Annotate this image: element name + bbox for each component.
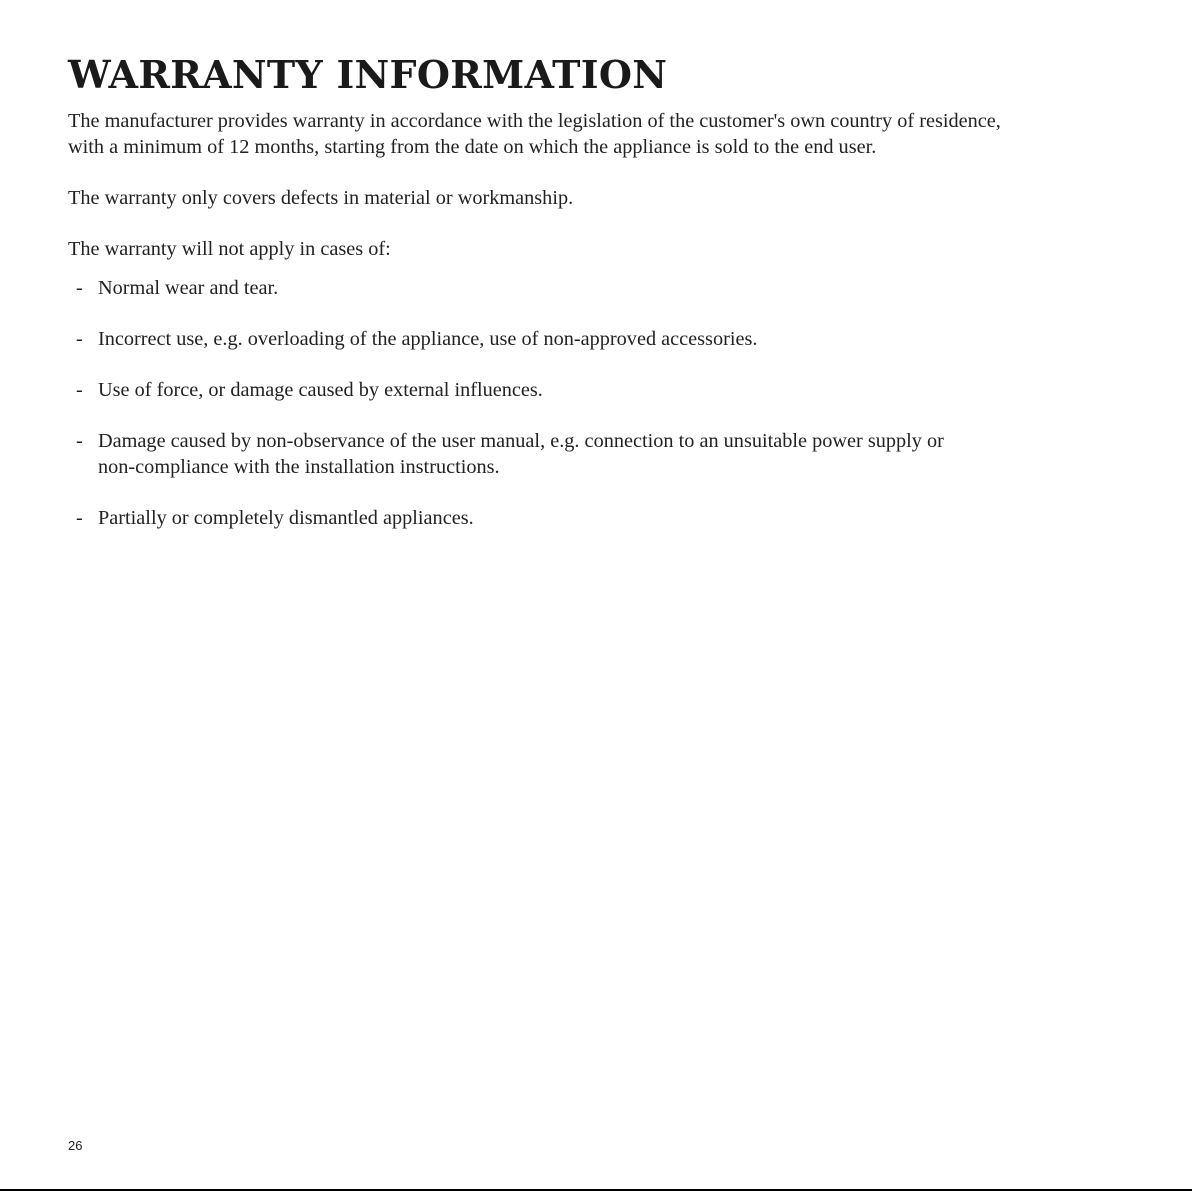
bullet-dash: -: [76, 507, 83, 529]
bullet-dash: -: [76, 328, 83, 350]
list-item: [76, 428, 944, 480]
paragraph-line: with a minimum of 12 months, starting from the date on which the appliance is sold to the end user.: [68, 136, 877, 158]
list-item: [76, 326, 757, 352]
list-item-text: Partially or completely dismantled appliances.: [98, 507, 474, 529]
paragraph-line: The warranty will not apply in cases of:: [68, 238, 391, 260]
bullet-dash: -: [76, 277, 83, 299]
warranty-coverage-paragraph: [68, 185, 573, 211]
paragraph-line: The warranty only covers defects in material or workmanship.: [68, 187, 574, 209]
page-number: 26: [68, 1138, 83, 1153]
list-item: [76, 377, 543, 403]
bullet-dash: -: [76, 379, 83, 401]
list-item-text: [98, 428, 944, 480]
list-item-text: Incorrect use, e.g. overloading of the appliance, use of non-approved accessories.: [98, 328, 758, 350]
list-item-line: non-compliance with the installation instructions.: [98, 456, 500, 478]
list-item-text: Normal wear and tear.: [98, 277, 279, 299]
list-item: [76, 505, 474, 531]
warranty-terms-paragraph: [68, 108, 1001, 160]
list-item-text: Use of force, or damage caused by external influences.: [98, 379, 543, 401]
exclusions-intro-paragraph: [68, 236, 391, 262]
bottom-divider: [0, 1189, 1192, 1191]
list-item: [76, 275, 278, 301]
bullet-dash: -: [76, 430, 83, 452]
paragraph-line: The manufacturer provides warranty in accordance with the legislation of the customer's own country of residence,: [68, 110, 1001, 132]
list-item-line: Damage caused by non-observance of the user manual, e.g. connection to an unsuitable power supply or: [98, 430, 944, 452]
page-title: WARRANTY INFORMATION: [68, 52, 668, 97]
